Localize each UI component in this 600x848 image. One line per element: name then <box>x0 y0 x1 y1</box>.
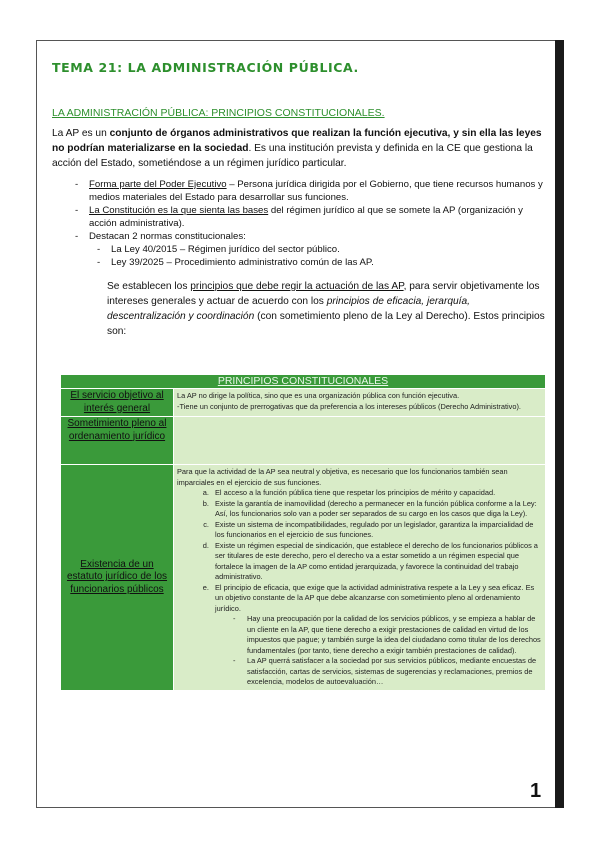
list-text: Destacan 2 normas constitucionales: <box>89 231 246 242</box>
law-item: - La Ley 40/2015 – Régimen jurídico del sector público. <box>111 243 548 256</box>
underlined-phrase: La Constitución es la que sienta las bases <box>89 205 269 216</box>
row-text: -Tiene un conjunto de prerrogativas que da preferencia a los intereses públicos (Derecho Administrativo). <box>177 401 521 411</box>
page-title: TEMA 21: LA ADMINISTRACIÓN PÚBLICA. <box>52 60 359 75</box>
underlined-phrase: Forma parte del Poder Ejecutivo <box>89 179 227 190</box>
row-content <box>174 465 546 691</box>
quality-list <box>177 614 542 688</box>
principles-text: , para servir objetivamente los intereses generales y actuar de acuerdo con los <box>107 281 540 307</box>
statute-item: b. Existe la garantía de inamovilidad (derecho a permanecer en la función pública conforme a la Ley: Así, los funcionarios solo van a poder ser separados de su cargo en los casos que diga la Ley). <box>211 499 542 520</box>
row-text: La AP no dirige la política, sino que es una organización pública con función ejecutiva. <box>177 391 460 400</box>
law-list <box>89 243 548 269</box>
list-text: – Persona jurídica dirigida por el Gobierno, que tiene recursos humanos y medios materiales del Estado para desarrollar sus funciones. <box>89 179 543 203</box>
row-label: El servicio objetivo al interés general <box>61 389 174 417</box>
underlined-phrase: principios que debe regir la actuación de las AP <box>190 281 404 292</box>
list-item <box>89 230 548 269</box>
page-number: 1 <box>530 780 542 802</box>
row-label: Existencia de un estatuto jurídico de los funcionarios públicos <box>61 465 174 691</box>
principles-table <box>60 374 546 691</box>
intro-bold: conjunto de órganos administrativos que realizan la función ejecutiva, y sin ella las leyes no podrían materializarse en la sociedad <box>52 128 542 154</box>
table-header: PRINCIPIOS CONSTITUCIONALES <box>61 375 546 389</box>
row-content-empty <box>174 417 546 465</box>
scroll-edge <box>555 40 564 808</box>
bullet-list <box>52 178 548 269</box>
table-row <box>61 417 546 465</box>
row-label: Sometimiento pleno al ordenamiento jurídico <box>61 417 174 465</box>
row-text: Para que la actividad de la AP sea neutral y objetiva, es necesario que los funcionarios también sean imparciales en el ejercicio de sus funciones. <box>177 467 508 487</box>
statute-item: c. Existe un sistema de incompatibilidades, regulado por un legislador, garantiza la imparcialidad de los funcionarios en el ejercicio de sus funciones. <box>211 520 542 541</box>
principles-text: (con sometimiento pleno de la Ley al Derecho). Estos principios son: <box>107 311 545 337</box>
list-text: del régimen jurídico al que se somete la AP (organización y acción administrativa). <box>89 205 523 229</box>
quality-item: - La AP querrá satisfacer a la sociedad por sus servicios públicos, mediante encuestas de satisfacción, cartas de servicios, sistemas de sugerencias y reclamaciones, premios de excelencia, modelos de autoevaluación… <box>247 656 542 688</box>
document-body <box>52 60 548 339</box>
intro-text: La AP es un <box>52 128 110 139</box>
intro-text-end: . Es una institución prevista y definida en la CE que gestiona la acción del Estado, sometiéndose a un régimen jurídico particular. <box>52 143 533 169</box>
quality-item: - Hay una preocupación por la calidad de los servicios públicos, y se empieza a hablar de un cliente en la AP, que tiene derecho a exigir prestaciones de calidad en virtud de los impuestos que pague; y también surge la idea del ciudadano como titular de los derechos fundamentales (por tanto, tiene derecho a exigir también prestaciones de calidad). <box>247 614 542 656</box>
section-heading: LA ADMINISTRACIÓN PÚBLICA: PRINCIPIOS CONSTITUCIONALES. <box>52 107 385 119</box>
table-row <box>61 465 546 691</box>
intro-paragraph <box>52 126 548 171</box>
statute-item: d. Existe un régimen especial de sindicación, que establece el derecho de los funcionarios públicos a ser titulares de este derecho, pero el derecho va a estar sometido a un régimen especial que fortalece la imagen de la AP como entidad jerarquizada, y favorece la continuidad del trabajo administrativo. <box>211 541 542 583</box>
list-item <box>89 178 548 204</box>
row-content <box>174 389 546 417</box>
statute-list <box>177 488 542 614</box>
table-row <box>61 389 546 417</box>
principles-text: Se establecen los <box>107 281 191 292</box>
statute-item: e. El principio de eficacia, que exige que la actividad administrativa respete a la Ley y sea eficaz. Es un objetivo constante de la AP que debe alcanzarse con sometimiento pleno al ordenamiento jurídico. <box>211 583 542 615</box>
principles-paragraph <box>107 279 548 339</box>
list-item <box>89 204 548 230</box>
law-item: - Ley 39/2025 – Procedimiento administrativo común de las AP. <box>111 256 548 269</box>
italic-phrase: principios de eficacia, jerarquía, descentralización y coordinación <box>107 296 471 322</box>
statute-item: a. El acceso a la función pública tiene que respetar los principios de mérito y capacidad. <box>211 488 542 499</box>
